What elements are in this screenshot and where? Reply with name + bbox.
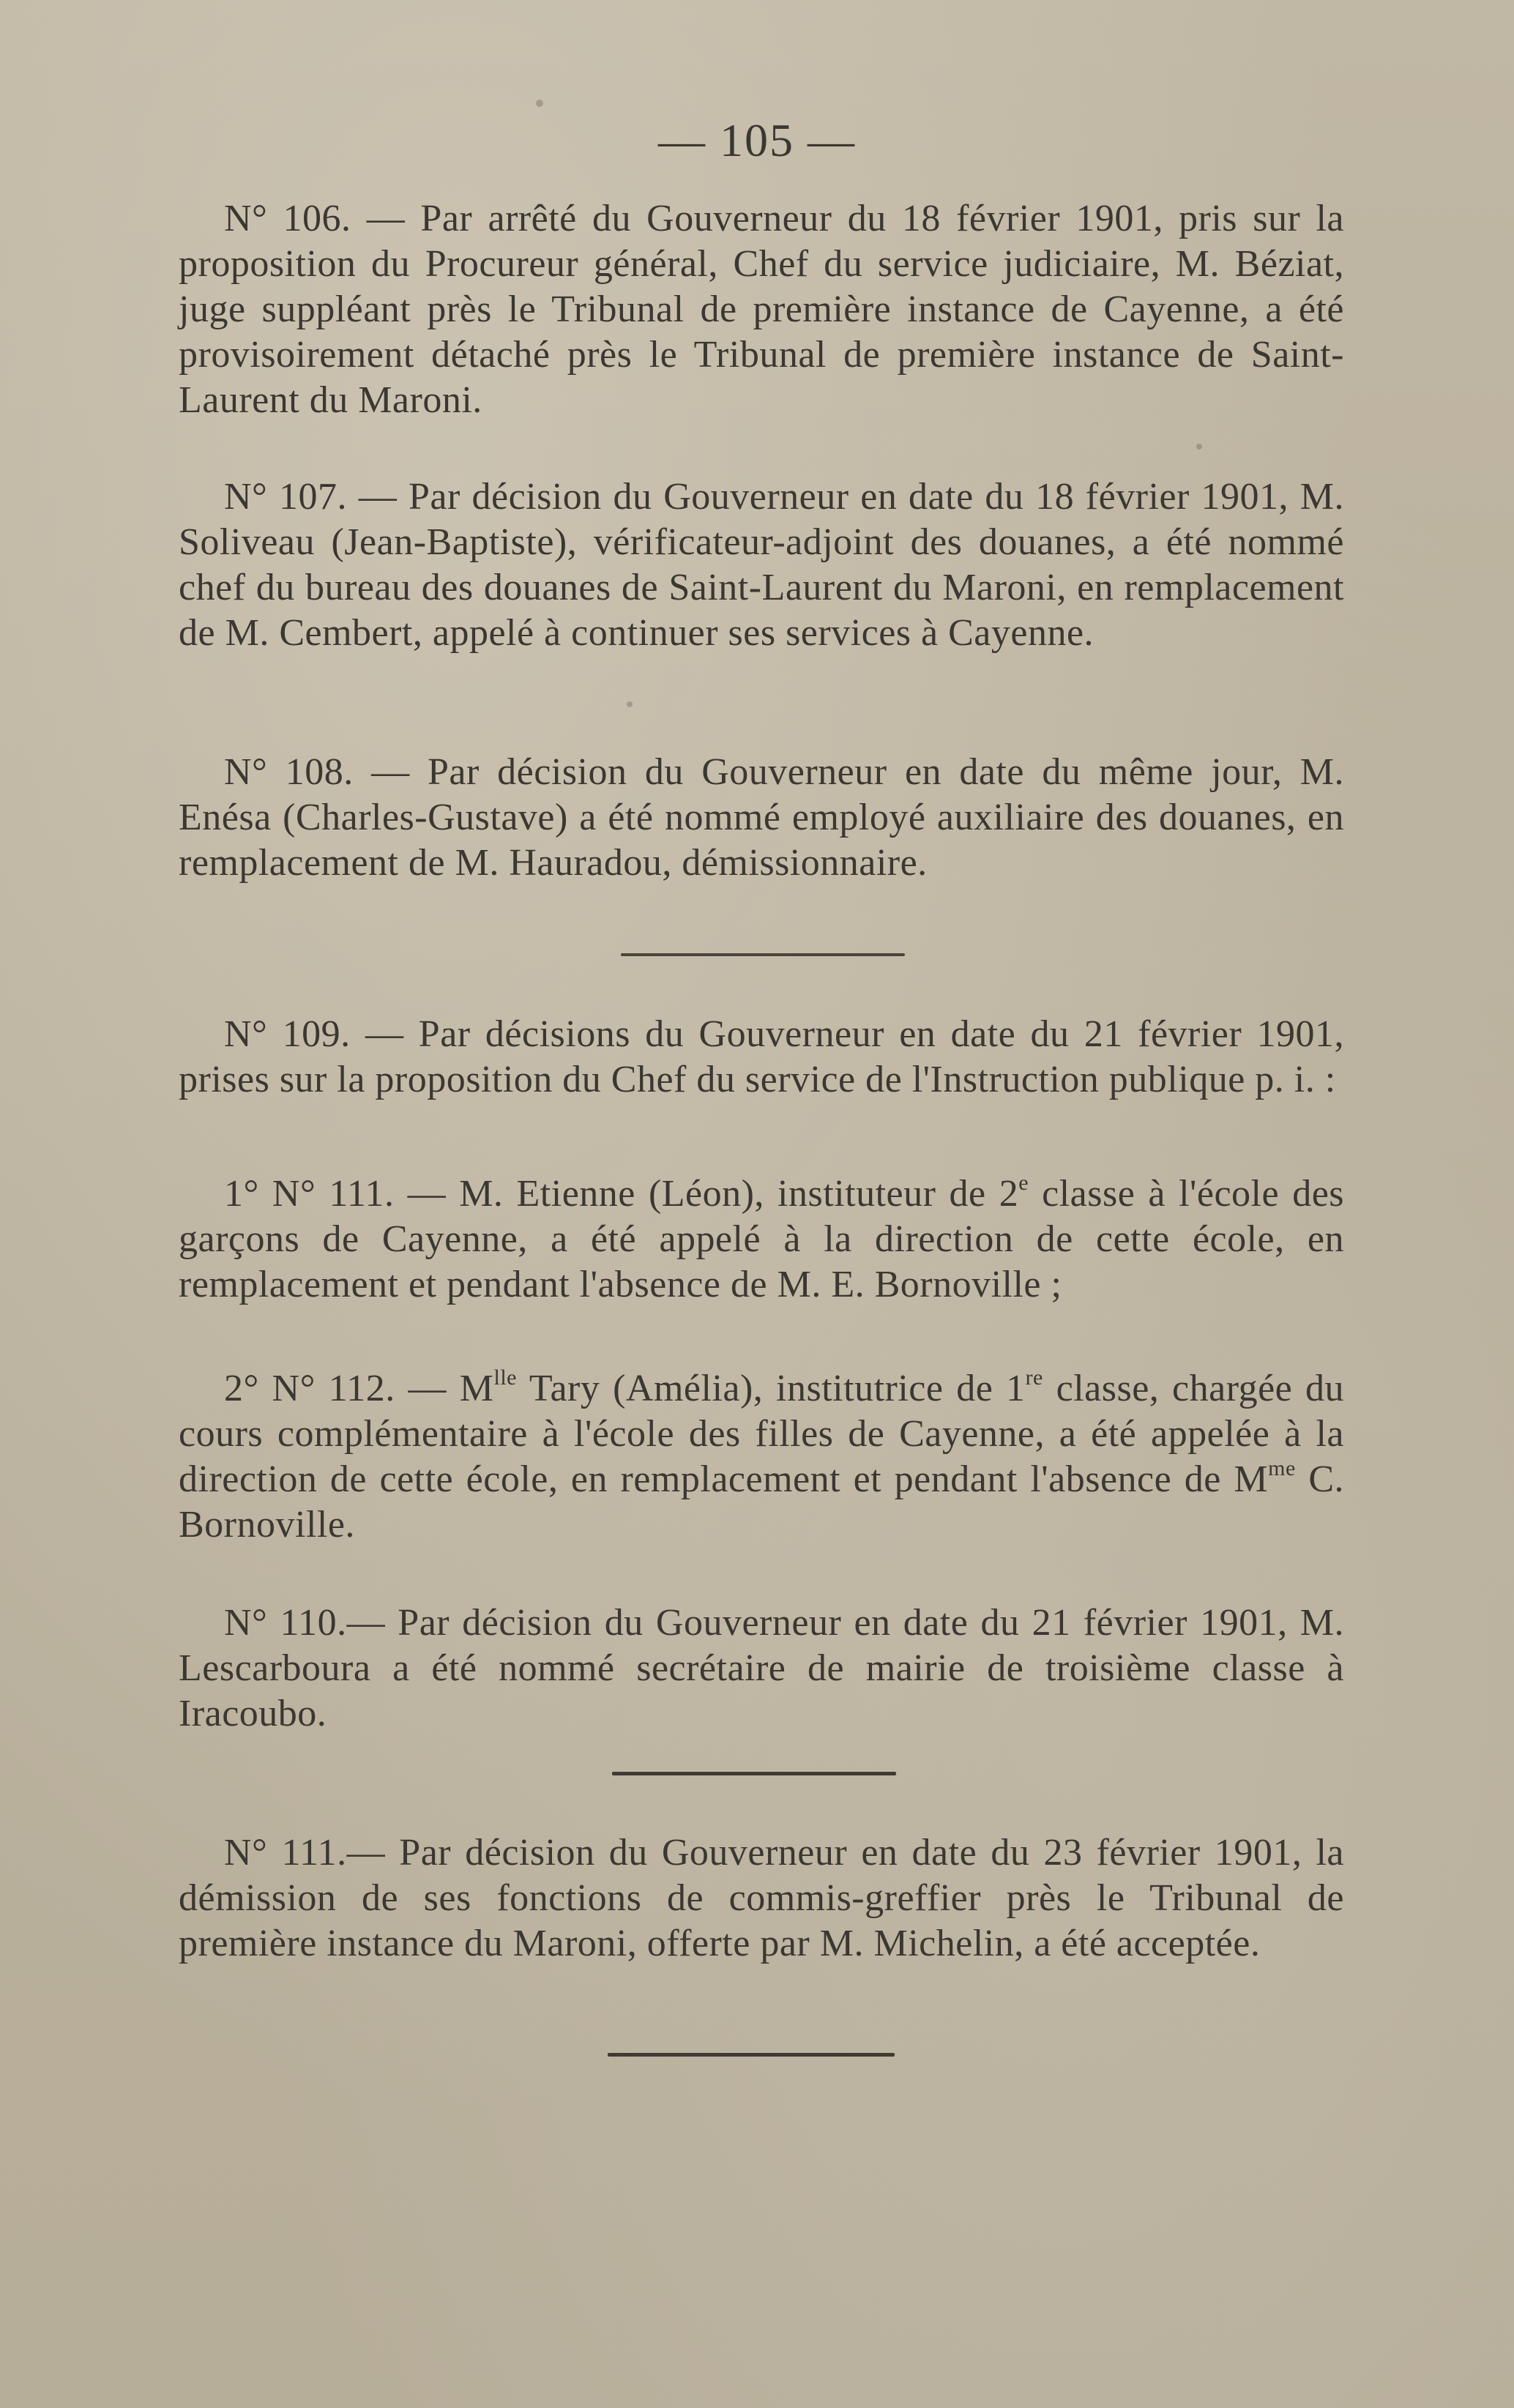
entry-107 (179, 474, 1344, 656)
paper-spot (1196, 444, 1202, 450)
entry-text-part: Tary (Amélia), institutrice de 1 (517, 1368, 1026, 1409)
section-divider (621, 953, 905, 956)
entry-109-item-2 (179, 1366, 1344, 1548)
entry-text (179, 1366, 1344, 1548)
ordinal-suffix: e (1018, 1171, 1029, 1195)
entry-text: N° 108. — Par décision du Gouverneur en date du même jour, M. Enésa (Charles-Gustave) a été nommé employé auxiliaire des douanes, en remplacement de M. Hauradou, démissionnaire. (179, 751, 1344, 884)
entry-text: N° 106. — Par arrêté du Gouverneur du 18 février 1901, pris sur la proposition du Procureur général, Chef du service judiciaire, M. Béziat, juge suppléant près le Tribunal de première instance de Cayenne, a été provisoirement détaché près le Tribunal de première instance de Saint-Laurent du Maroni. (179, 198, 1344, 421)
entry-text-part: classe, chargée du cours complémentaire à l'école des filles de Cayenne, a été appelée à la direction de cette école, en remplacement et pendant l'absence de M (179, 1368, 1345, 1500)
entry-109-item-1 (179, 1171, 1344, 1308)
section-divider (612, 1772, 896, 1775)
entry-text-part: C. Bornoville. (179, 1458, 1344, 1546)
title-suffix: me (1268, 1456, 1296, 1480)
ordinal-suffix: re (1025, 1365, 1043, 1390)
entry-text (179, 1171, 1344, 1308)
entry-text: N° 110.— Par décision du Gouverneur en date du 21 février 1901, M. Lescarboura a été nommé secrétaire de mairie de troisième classe à Iracoubo. (179, 1602, 1344, 1734)
end-divider (608, 2053, 895, 2057)
entry-text-part: 1° N° 111. — M. Etienne (Léon), instituteur de 2 (224, 1173, 1019, 1215)
title-suffix: lle (493, 1365, 517, 1390)
entry-108 (179, 750, 1344, 886)
entry-text: N° 109. — Par décisions du Gouverneur en date du 21 février 1901, prises sur la proposition du Chef du service de l'Instruction publique p. i. : (179, 1013, 1344, 1100)
entry-106 (179, 196, 1344, 423)
entry-110 (179, 1600, 1344, 1737)
page-number: — 105 — (658, 114, 856, 166)
entry-text: N° 107. — Par décision du Gouverneur en date du 18 février 1901, M. Soliveau (Jean-Baptiste), vérificateur-adjoint des douanes, a été nommé chef du bureau des douanes de Saint-Laurent du Maroni, en remplacement de M. Cembert, appelé à continuer ses services à Cayenne. (179, 476, 1344, 654)
entry-text: N° 111.— Par décision du Gouverneur en date du 23 février 1901, la démission de ses fonctions de commis-greffier près le Tribunal de première instance du Maroni, offerte par M. Michelin, a été acceptée. (179, 1832, 1344, 1964)
entry-text-part: classe à l'école des garçons de Cayenne, a été appelé à la direction de cette école, en remplacement et pendant l'absence de M. E. Bornoville ; (179, 1173, 1345, 1305)
entry-111 (179, 1830, 1344, 1967)
paper-spot (627, 701, 633, 707)
entry-text-part: 2° N° 112. — M (224, 1368, 494, 1409)
entry-109 (179, 1012, 1344, 1103)
paper-spot (536, 100, 543, 107)
